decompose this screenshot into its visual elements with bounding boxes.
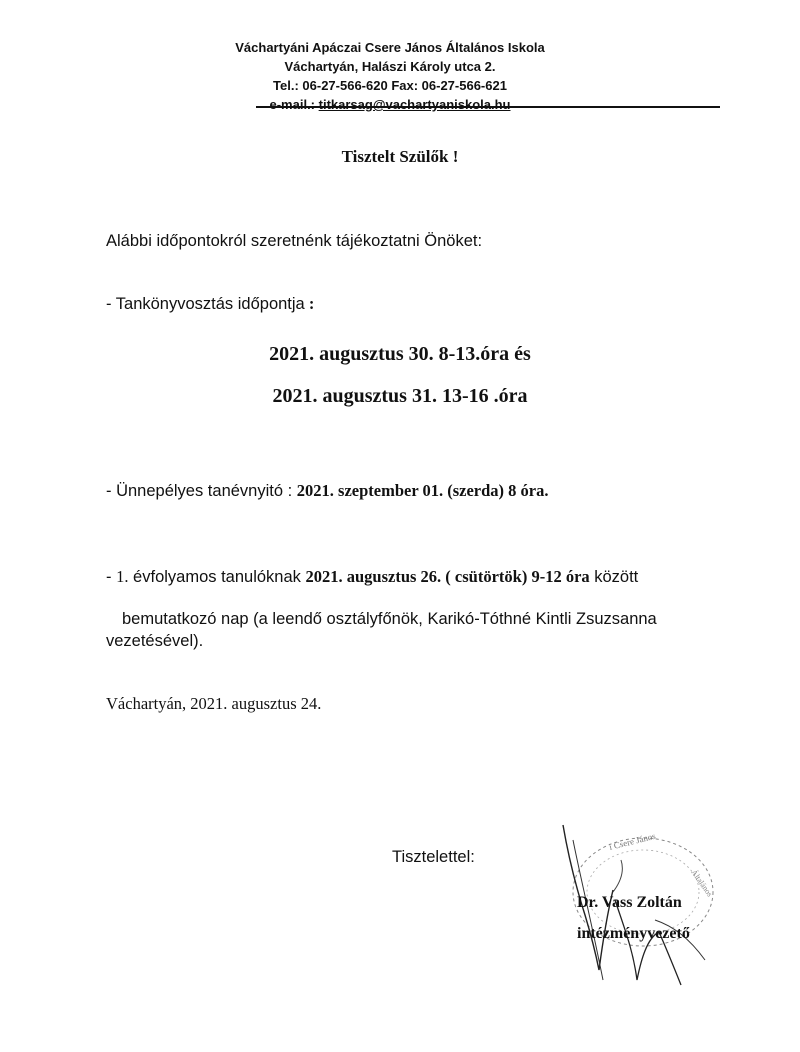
opening-date: 2021. szeptember 01. (szerda) 8 óra.: [296, 481, 549, 500]
book-distribution-date-1: 2021. augusztus 30. 8-13.óra és: [269, 343, 531, 365]
book-distribution-text: - Tankönyvosztás időpontja: [106, 295, 305, 313]
first-grade-suffix: között: [589, 568, 639, 586]
book-distribution-label: [106, 294, 314, 314]
school-phone: Tel.: 06-27-566-620 Fax: 06-27-566-621: [273, 78, 507, 93]
svg-text:Általános: Általános: [689, 867, 715, 899]
first-grade-number: 1.: [116, 567, 129, 586]
school-address: Váchartyán, Halászi Károly utca 2.: [284, 59, 496, 74]
school-email-line: [200, 95, 580, 114]
first-grade-line: [106, 567, 638, 587]
email-label: e-mail.:: [269, 97, 319, 112]
first-grade-prefix: -: [106, 568, 117, 586]
opening-label: - Ünnepélyes tanévnyitó :: [106, 482, 297, 500]
first-grade-label: évfolyamos tanulóknak: [128, 568, 306, 586]
first-grade-date: 2021. augusztus 26. ( csütörtök) 9-12 óra: [305, 567, 590, 586]
opening-line: [106, 481, 549, 501]
closing: Tisztelettel:: [392, 848, 475, 866]
place-date: Váchartyán, 2021. augusztus 24.: [106, 694, 322, 713]
signatory-name: Dr. Vass Zoltán: [577, 894, 682, 911]
email-link[interactable]: titkarsag@vachartyaniskola.hu: [318, 97, 511, 112]
book-distribution-date-2: 2021. augusztus 31. 13-16 .óra: [272, 385, 528, 407]
book-distribution-colon: :: [304, 294, 315, 313]
greeting: Tisztelt Szülők !: [341, 147, 459, 166]
header-rule: [256, 106, 720, 108]
intro-text: Alábbi időpontokról szeretnénk tájékoztatni Önöket:: [106, 232, 483, 250]
first-grade-line-2: bemutatkozó nap (a leendő osztályfőnök, Karikó-Tóthné Kintli Zsuzsanna: [122, 610, 657, 628]
school-name: Váchartyáni Apáczai Csere János Általános Iskola: [235, 40, 545, 55]
signatory-title: intézményvezető: [577, 925, 690, 942]
first-grade-line-3: vezetésével).: [106, 632, 204, 650]
svg-text:i Csere János: i Csere János: [608, 830, 657, 852]
